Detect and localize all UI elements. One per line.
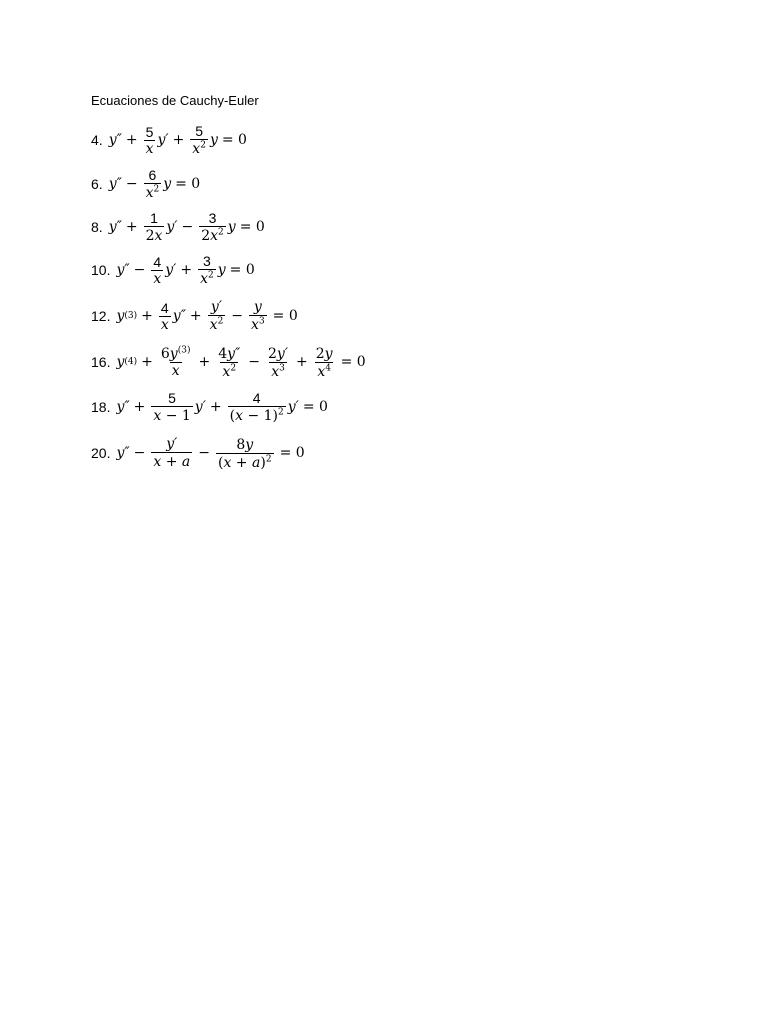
equation-number: 20. — [91, 445, 111, 461]
equation-8: 8. y″ + $\frac{1}{2x}$ y′ − $\frac{3}{2x^2}$ y = 0 — [91, 210, 265, 244]
equation-number: 12. — [91, 308, 111, 324]
equation-18: 18. y″ + $\frac{5}{x - 1}$ y′ + $\frac{4}{(x - 1)^2}$ y′ = 0 — [91, 390, 328, 424]
equation-number: 10. — [91, 262, 111, 278]
equation-number: 8. — [91, 219, 103, 235]
equation-16: 16. y (4) + $\frac{6y^{(3)}}{x}$ + $\frac{4y''}{x^2}$ − $\frac{2y'}{x^3}$ + $\frac{2y}{x^4}$ = 0 — [91, 345, 366, 380]
equation-number: 4. — [91, 132, 103, 148]
equation-20: 20. y″ − $\frac{y'}{x + a}$ − $\frac{8y}{(x + a)^2}$ = 0 — [91, 436, 305, 471]
equation-number: 18. — [91, 399, 111, 415]
document-title: Ecuaciones de Cauchy-Euler — [91, 93, 259, 108]
equation-number: 16. — [91, 354, 111, 370]
equation-number: 6. — [91, 176, 103, 192]
equation-6: 6. y″ − $\frac{6}{x^2}$ y = 0 — [91, 167, 201, 201]
equation-12: 12. y (3) + $\frac{4}{x}$ y″ + $\frac{y'}{x^2}$ − $\frac{y}{x^3}$ = 0 — [91, 299, 298, 333]
equation-10: 10. y″ − $\frac{4}{x}$ y′ + $\frac{3}{x^2}$ y = 0 — [91, 253, 255, 287]
equation-4: 4. y″ + $\frac{5}{x}$ y′ + $\frac{5}{x^2}$ y = 0 — [91, 123, 247, 157]
